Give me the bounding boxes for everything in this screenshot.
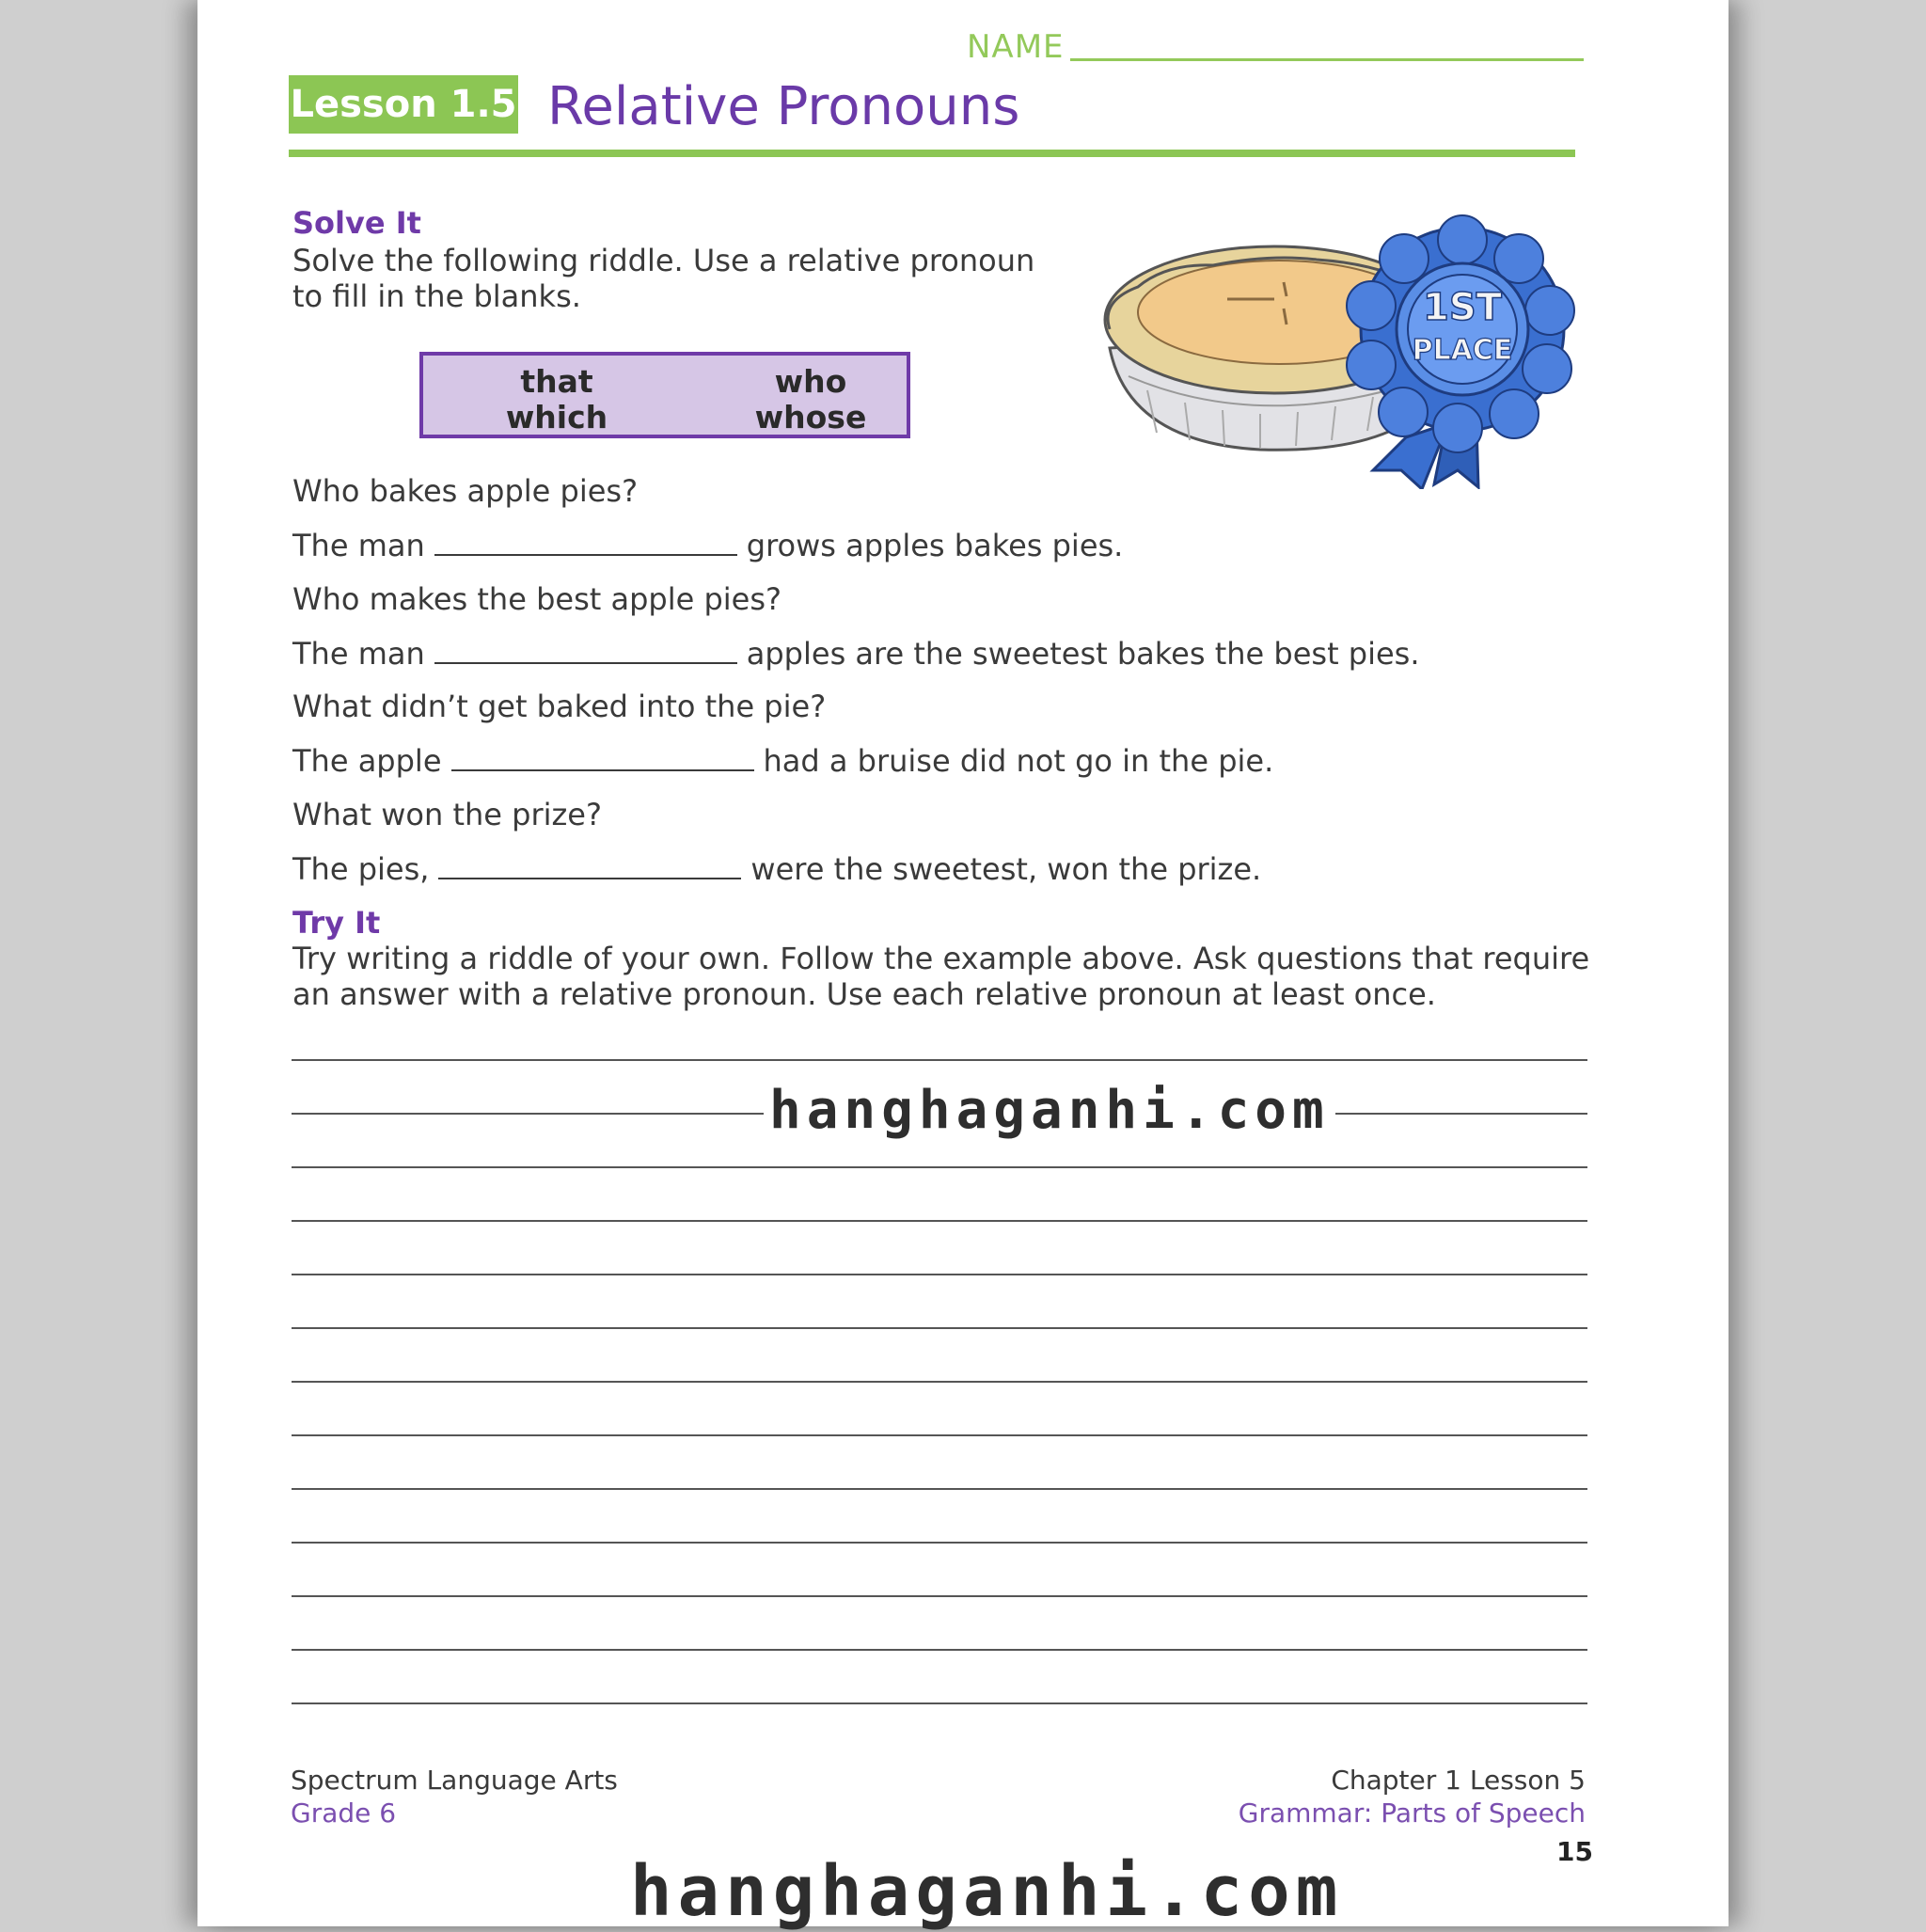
word-which: which bbox=[505, 399, 608, 435]
page-number: 15 bbox=[1556, 1836, 1593, 1867]
answer-blank[interactable] bbox=[451, 743, 754, 771]
writing-line[interactable] bbox=[292, 1327, 1587, 1329]
answer-blank[interactable] bbox=[434, 528, 737, 556]
footer-chapter: Chapter 1 Lesson 5 bbox=[1331, 1765, 1586, 1796]
writing-line[interactable] bbox=[292, 1381, 1587, 1383]
pie-ribbon-illustration bbox=[1072, 188, 1580, 489]
answer-blank[interactable] bbox=[434, 636, 737, 664]
writing-line[interactable] bbox=[292, 1434, 1587, 1436]
writing-line[interactable] bbox=[292, 1542, 1587, 1544]
riddle-question-2: Who makes the best apple pies? bbox=[292, 581, 781, 617]
lesson-title: Relative Pronouns bbox=[547, 76, 1020, 137]
word-that: that bbox=[520, 363, 593, 400]
riddle-answer-1 bbox=[292, 528, 1123, 563]
riddle-question-1: Who bakes apple pies? bbox=[292, 473, 639, 509]
writing-line[interactable] bbox=[292, 1166, 1587, 1168]
try-instructions-line2: an answer with a relative pronoun. Use each relative pronoun at least once. bbox=[292, 976, 1436, 1012]
writing-line[interactable] bbox=[292, 1649, 1587, 1651]
solve-it-heading: Solve It bbox=[292, 205, 421, 241]
answer-prefix: The apple bbox=[292, 743, 442, 779]
answer-suffix: apples are the sweetest bakes the best pies. bbox=[746, 636, 1420, 672]
answer-suffix: had a bruise did not go in the pie. bbox=[763, 743, 1274, 779]
riddle-answer-3 bbox=[292, 743, 1273, 779]
worksheet-page bbox=[197, 0, 1729, 1932]
ribbon-text-place: PLACE bbox=[1412, 334, 1513, 367]
answer-prefix: The man bbox=[292, 528, 425, 563]
solve-instructions-line1: Solve the following riddle. Use a relative pronoun bbox=[292, 243, 1035, 278]
solve-instructions-line2: to fill in the blanks. bbox=[292, 278, 581, 314]
riddle-question-4: What won the prize? bbox=[292, 797, 602, 832]
word-who: who bbox=[774, 363, 847, 400]
writing-line[interactable] bbox=[292, 1059, 1587, 1061]
try-instructions-line1: Try writing a riddle of your own. Follow the example above. Ask questions that require bbox=[292, 941, 1590, 976]
writing-line[interactable] bbox=[292, 1702, 1587, 1704]
answer-suffix: were the sweetest, won the prize. bbox=[750, 851, 1262, 887]
writing-line[interactable] bbox=[292, 1274, 1587, 1275]
riddle-answer-4 bbox=[292, 851, 1261, 887]
riddle-question-3: What didn’t get baked into the pie? bbox=[292, 689, 827, 724]
lesson-badge: Lesson 1.5 bbox=[289, 75, 518, 134]
header-divider bbox=[289, 150, 1575, 157]
try-it-heading: Try It bbox=[292, 905, 381, 941]
watermark-text: hanghaganhi.com bbox=[764, 1080, 1335, 1141]
riddle-answer-2 bbox=[292, 636, 1420, 672]
footer-book-title: Spectrum Language Arts bbox=[291, 1765, 618, 1796]
writing-line[interactable] bbox=[292, 1220, 1587, 1222]
answer-prefix: The pies, bbox=[292, 851, 430, 887]
word-bank bbox=[419, 352, 910, 438]
answer-blank[interactable] bbox=[438, 851, 741, 879]
watermark-text-bottom: hanghaganhi.com bbox=[630, 1851, 1344, 1932]
footer-grade: Grade 6 bbox=[291, 1797, 397, 1829]
writing-line[interactable] bbox=[292, 1488, 1587, 1490]
answer-suffix: grows apples bakes pies. bbox=[746, 528, 1124, 563]
word-whose: whose bbox=[754, 399, 867, 435]
writing-line[interactable] bbox=[292, 1595, 1587, 1597]
name-line bbox=[1070, 58, 1584, 61]
name-label: NAME bbox=[967, 28, 1065, 66]
footer-topic: Grammar: Parts of Speech bbox=[1238, 1797, 1586, 1829]
ribbon-text-1st: 1ST bbox=[1423, 286, 1502, 329]
answer-prefix: The man bbox=[292, 636, 425, 672]
